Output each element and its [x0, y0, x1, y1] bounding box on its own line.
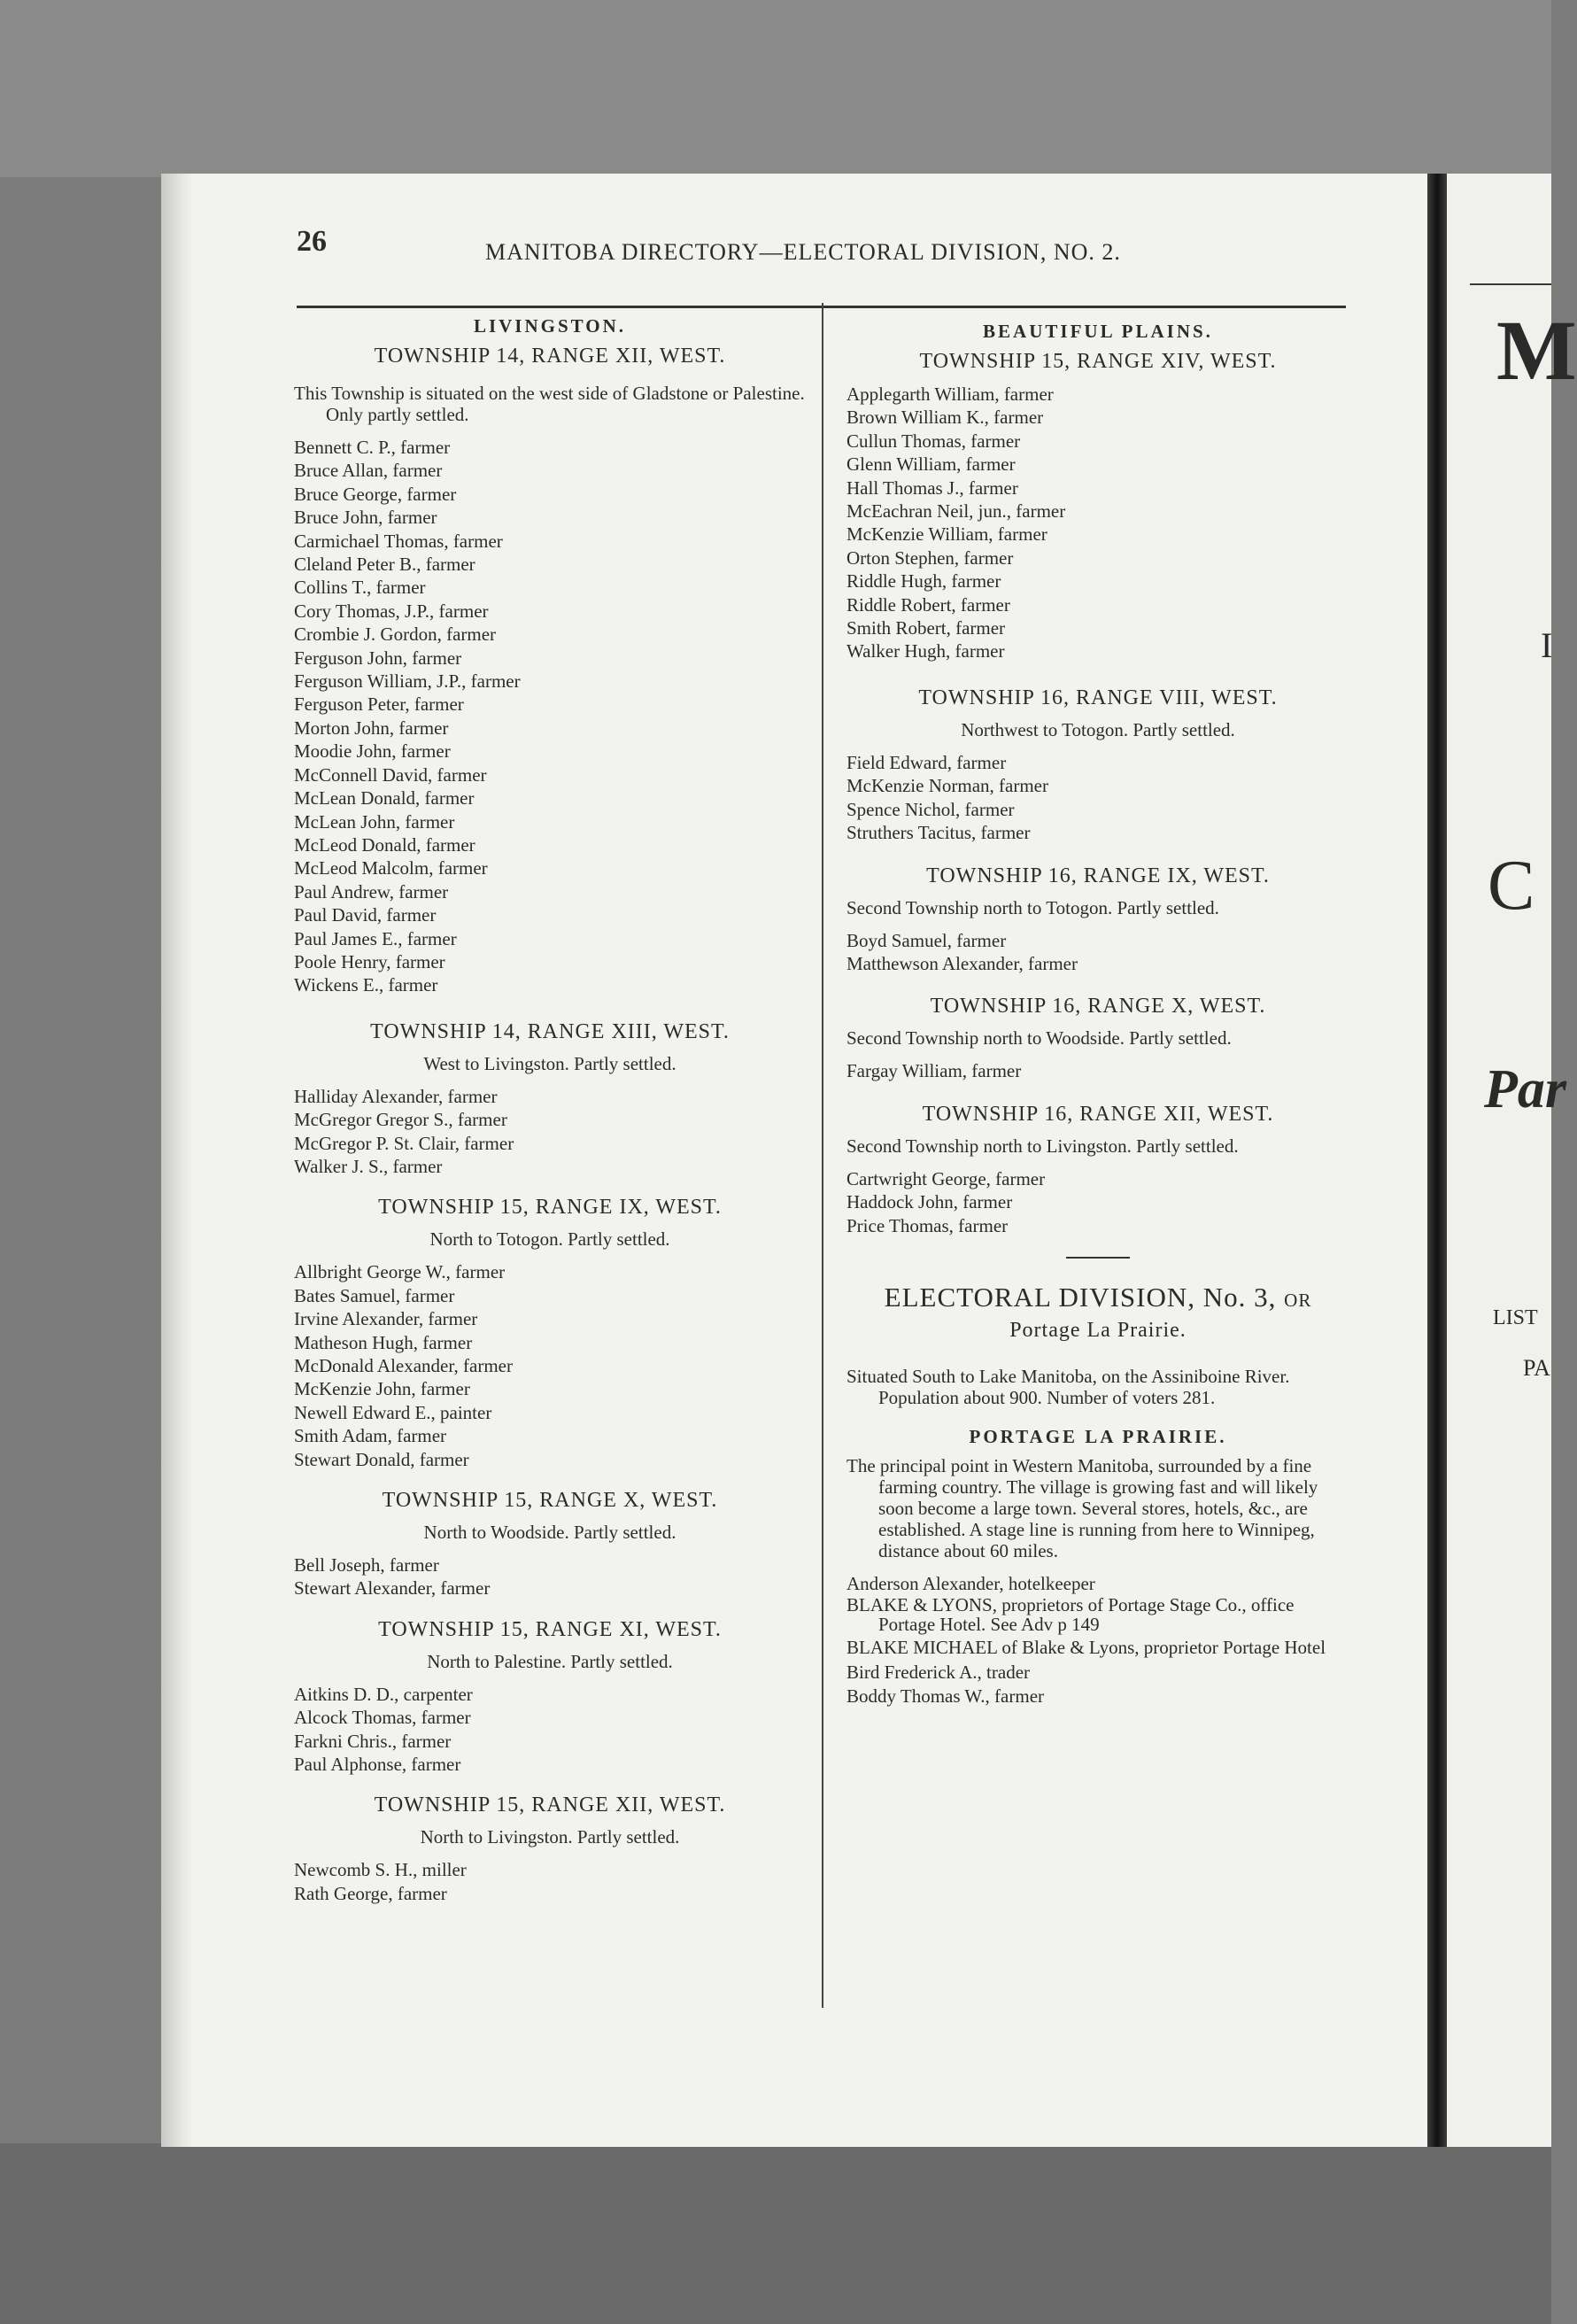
entry-list — [846, 383, 1349, 663]
list-item: Anderson Alexander, hotelkeeper — [846, 1572, 1095, 1594]
township-description: North to Totogon. Partly settled. — [429, 1228, 670, 1251]
section-heading: LIVINGSTON. — [473, 315, 627, 337]
list-item: Aitkins D. D., carpenter — [294, 1683, 473, 1705]
facing-page-fragment: I — [1541, 625, 1553, 665]
book-gutter — [1427, 174, 1447, 2147]
division-subtitle: Portage La Prairie. — [1009, 1318, 1187, 1342]
list-item: Field Edward, farmer — [846, 751, 1007, 773]
entry-list — [846, 751, 1349, 845]
list-item: Irvine Alexander, farmer — [294, 1308, 478, 1330]
list-item: Bruce George, farmer — [294, 483, 457, 505]
list-item: Walker J. S., farmer — [294, 1155, 443, 1177]
column-divider — [822, 303, 823, 2008]
entry-list — [846, 1572, 1349, 1708]
list-item: Crombie J. Gordon, farmer — [294, 624, 497, 646]
entry-list — [294, 436, 806, 997]
list-item: Walker Hugh, farmer — [846, 640, 1005, 662]
list-item: Bruce Allan, farmer — [294, 460, 443, 482]
list-item: Matthewson Alexander, farmer — [846, 952, 1078, 974]
township-heading: TOWNSHIP 14, RANGE XII, WEST. — [374, 345, 726, 368]
list-item: Paul James E., farmer — [294, 927, 457, 949]
township-description: North to Palestine. Partly settled. — [427, 1650, 673, 1672]
list-item: Paul Andrew, farmer — [294, 880, 449, 902]
entry-list — [846, 1167, 1349, 1237]
list-item: McGregor Gregor S., farmer — [294, 1109, 507, 1131]
entry-list — [846, 929, 1349, 976]
list-item: Newell Edward E., painter — [294, 1401, 492, 1423]
list-item: Applegarth William, farmer — [846, 383, 1054, 405]
list-item: Boddy Thomas W., farmer — [846, 1685, 1045, 1707]
list-item: Stewart Alexander, farmer — [294, 1577, 491, 1600]
facing-page-fragment: PA — [1523, 1355, 1550, 1381]
list-item: McLean John, farmer — [294, 810, 455, 833]
township-heading: TOWNSHIP 16, RANGE VIII, WEST. — [918, 686, 1278, 709]
list-item: Matheson Hugh, farmer — [294, 1331, 473, 1353]
list-item: Poole Henry, farmer — [294, 950, 445, 972]
list-item: Boyd Samuel, farmer — [846, 929, 1007, 951]
list-item: Cory Thomas, J.P., farmer — [294, 600, 489, 622]
list-item: Allbright George W., farmer — [294, 1261, 506, 1283]
list-item: Hall Thomas J., farmer — [846, 476, 1018, 499]
list-item: Riddle Robert, farmer — [846, 593, 1010, 616]
facing-page-fragment: Par — [1484, 1059, 1566, 1119]
township-description: Northwest to Totogon. Partly settled. — [961, 718, 1235, 740]
township-heading: TOWNSHIP 15, RANGE XI, WEST. — [378, 1617, 722, 1641]
list-item: McDonald Alexander, farmer — [294, 1355, 513, 1376]
entry-list — [294, 1683, 806, 1777]
list-item: Bates Samuel, farmer — [294, 1284, 455, 1306]
entry-list — [846, 1059, 1349, 1082]
list-item: Fargay William, farmer — [846, 1060, 1022, 1082]
list-item: BLAKE MICHAEL of Blake & Lyons, proprietor Portage Hotel — [846, 1637, 1326, 1659]
list-item: Morton John, farmer — [294, 717, 449, 739]
list-item: Spence Nichol, farmer — [846, 798, 1015, 820]
list-item: Bell Joseph, farmer — [294, 1554, 439, 1576]
list-item: Rath George, farmer — [294, 1882, 447, 1904]
scanner-background-top — [0, 0, 1551, 177]
township-description: Second Township north to Totogon. Partly settled. — [846, 896, 1219, 918]
list-item: Orton Stephen, farmer — [846, 546, 1014, 569]
list-item: Newcomb S. H., miller — [294, 1859, 467, 1881]
list-item: Smith Robert, farmer — [846, 617, 1006, 639]
left-column — [294, 312, 806, 1905]
facing-page-fragment: M — [1496, 303, 1577, 398]
running-head: MANITOBA DIRECTORY—ELECTORAL DIVISION, NO. 2. — [485, 239, 1121, 265]
list-item: Wickens E., farmer — [294, 974, 438, 996]
township-description: Second Township north to Livingston. Partly settled. — [846, 1135, 1239, 1157]
list-item: Bruce John, farmer — [294, 507, 437, 529]
list-item: Struthers Tacitus, farmer — [846, 822, 1031, 844]
list-item: McKenzie Norman, farmer — [846, 775, 1048, 797]
list-item: Smith Adam, farmer — [294, 1425, 447, 1447]
list-item: Haddock John, farmer — [846, 1191, 1013, 1213]
page-binding-edge — [161, 174, 193, 2147]
list-item: Cullun Thomas, farmer — [846, 430, 1021, 452]
list-item: Price Thomas, farmer — [846, 1214, 1009, 1236]
entry-list — [294, 1260, 806, 1471]
township-heading: TOWNSHIP 16, RANGE X, WEST. — [930, 995, 1266, 1019]
section-heading: BEAUTIFUL PLAINS. — [983, 321, 1213, 342]
list-item: Ferguson William, J.P., farmer — [294, 670, 521, 693]
list-item: Bird Frederick A., trader — [846, 1662, 1031, 1684]
township-description: North to Woodside. Partly settled. — [423, 1522, 676, 1544]
list-item: Paul Alphonse, farmer — [294, 1754, 461, 1776]
division-description: Situated South to Lake Manitoba, on the Assiniboine River. Population about 900. Number of voters 281. — [846, 1365, 1290, 1408]
list-item: Alcock Thomas, farmer — [294, 1707, 471, 1729]
section-heading: PORTAGE LA PRAIRIE. — [969, 1425, 1227, 1447]
division-title-or: OR — [1284, 1289, 1312, 1311]
list-item: BLAKE & LYONS, proprietors of Portage Stage Co., office Portage Hotel. See Adv p 149 — [846, 1594, 1295, 1636]
page-number: 26 — [297, 225, 327, 258]
list-item: Riddle Hugh, farmer — [846, 570, 1001, 593]
township-description: North to Livingston. Partly settled. — [420, 1826, 680, 1848]
list-item: Glenn William, farmer — [846, 453, 1016, 476]
facing-page-rule — [1470, 283, 1551, 285]
scanner-background-bottom — [0, 2143, 1551, 2324]
section-separator — [1066, 1257, 1130, 1259]
list-item: McKenzie William, farmer — [846, 523, 1047, 546]
list-item: Bennett C. P., farmer — [294, 437, 451, 458]
right-column — [846, 317, 1349, 1708]
list-item: McLeod Donald, farmer — [294, 833, 475, 856]
division-title — [846, 1282, 1349, 1313]
township-heading: TOWNSHIP 16, RANGE IX, WEST. — [926, 864, 1270, 887]
list-item: McEachran Neil, jun., farmer — [846, 500, 1066, 523]
township-heading: TOWNSHIP 16, RANGE XII, WEST. — [922, 1102, 1274, 1126]
township-description: West to Livingston. Partly settled. — [423, 1052, 676, 1074]
division-title-main: ELECTORAL DIVISION, No. 3, — [884, 1281, 1277, 1313]
list-item: Ferguson Peter, farmer — [294, 693, 464, 716]
list-item: McGregor P. St. Clair, farmer — [294, 1132, 514, 1154]
list-item: Brown William K., farmer — [846, 407, 1044, 429]
list-item: Cleland Peter B., farmer — [294, 554, 475, 576]
township-heading: TOWNSHIP 15, RANGE XII, WEST. — [374, 1793, 726, 1817]
township-heading: TOWNSHIP 15, RANGE XIV, WEST. — [919, 350, 1277, 373]
list-item: McLeod Malcolm, farmer — [294, 857, 488, 879]
facing-page — [1447, 174, 1551, 2147]
entry-list — [294, 1085, 806, 1179]
township-heading: TOWNSHIP 15, RANGE X, WEST. — [382, 1489, 718, 1513]
list-item: Moodie John, farmer — [294, 740, 451, 763]
facing-page-fragment: C — [1488, 847, 1535, 925]
list-item: McLean Donald, farmer — [294, 787, 475, 810]
list-item: Stewart Donald, farmer — [294, 1448, 469, 1470]
township-description: Second Township north to Woodside. Partly settled. — [846, 1027, 1232, 1050]
facing-page-fragment: LIST — [1493, 1306, 1538, 1329]
list-item: Ferguson John, farmer — [294, 647, 462, 669]
list-item: Cartwright George, farmer — [846, 1167, 1046, 1189]
entry-list — [294, 1858, 806, 1905]
list-item: McKenzie John, farmer — [294, 1378, 470, 1400]
list-item: Carmichael Thomas, farmer — [294, 530, 503, 552]
entry-list — [294, 1553, 806, 1600]
list-item: McConnell David, farmer — [294, 763, 487, 786]
township-heading: TOWNSHIP 15, RANGE IX, WEST. — [378, 1196, 722, 1220]
township-heading: TOWNSHIP 14, RANGE XIII, WEST. — [370, 1019, 730, 1043]
list-item: Farkni Chris., farmer — [294, 1730, 452, 1752]
township-description: This Township is situated on the west side of Gladstone or Palestine. Only partly settled. — [294, 383, 805, 425]
list-item: Halliday Alexander, farmer — [294, 1085, 498, 1107]
list-item: Paul David, farmer — [294, 904, 437, 926]
list-item: Collins T., farmer — [294, 577, 426, 599]
town-description: The principal point in Western Manitoba, surrounded by a fine farming country. The village is growing fast and will likely soon become a large town. Several stores, hotels, &c., are established. A stage line is running from here to Winnipeg, distance about 60 miles. — [846, 1454, 1318, 1561]
